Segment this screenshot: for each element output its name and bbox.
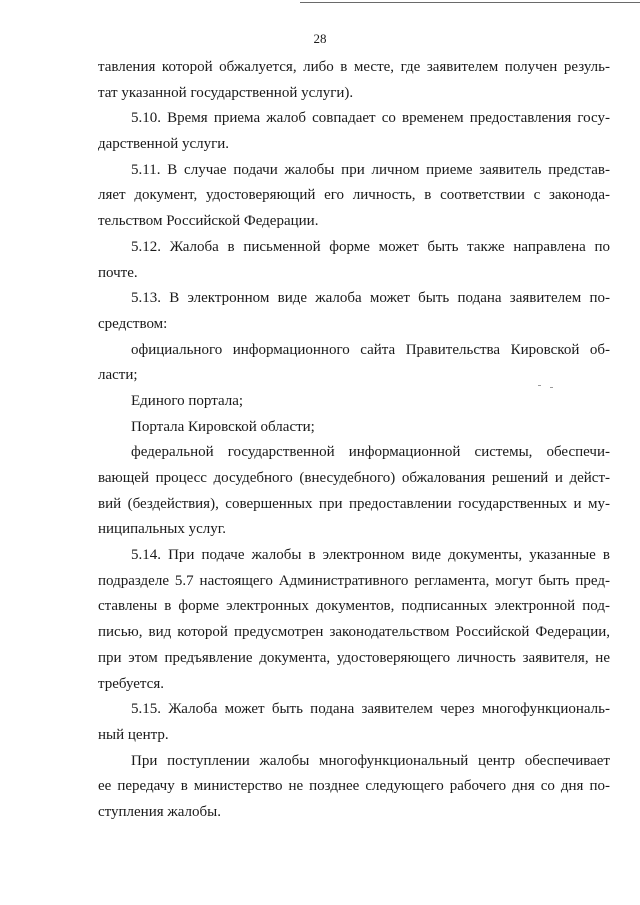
paragraph-continuation: [98, 55, 610, 106]
text-line: требуется.: [98, 675, 164, 692]
list-item-federal-system: [98, 440, 610, 543]
text-line: ее передачу в министерство не позднее следующего рабочего дня со дня по-: [98, 778, 610, 795]
paragraph-5-13: [98, 286, 610, 337]
page-number: 28: [313, 31, 327, 46]
text-line: тат указанной государственной услуги).: [98, 84, 354, 101]
paragraph-5-10: [98, 106, 610, 157]
paragraph-5-11: [98, 158, 610, 235]
text-line: дарственной услуги.: [98, 136, 230, 153]
paragraph-5-15: [98, 697, 610, 748]
text-line: подразделе 5.7 настоящего Административного регламента, могут быть пред-: [98, 572, 610, 589]
paragraph-5-14: [98, 543, 610, 697]
text-line: 5.15. Жалоба может быть подана заявителем через многофункциональ-: [131, 701, 610, 718]
text-line: федеральной государственной информационной системы, обеспечи-: [131, 444, 610, 461]
text-line: 5.12. Жалоба в письменной форме может быть также направлена по: [131, 238, 610, 255]
text-line: 5.11. В случае подачи жалобы при личном приеме заявитель представ-: [131, 161, 610, 178]
list-item-official-site: [98, 338, 610, 389]
text-line: ниципальных услуг.: [98, 521, 226, 538]
paragraph-5-12: [98, 235, 610, 286]
text-line: Портала Кировской области;: [131, 418, 315, 435]
text-line: ставлены в форме электронных документов, подписанных электронной под-: [98, 598, 610, 615]
text-line: При поступлении жалобы многофункциональный центр обеспечивает: [131, 752, 610, 769]
text-line: почте.: [98, 264, 138, 281]
text-line: средством:: [98, 315, 168, 332]
text-line: 5.14. При подаче жалобы в электронном виде документы, указанные в: [131, 547, 610, 564]
scan-edge-line: [300, 2, 640, 3]
text-line: ный центр.: [98, 726, 169, 743]
text-line: Единого портала;: [131, 392, 244, 409]
text-line: писью, вид которой предусмотрен законодательством Российской Федерации,: [98, 624, 610, 641]
list-item-kirov-portal: [98, 415, 610, 441]
text-line: при этом предъявление документа, удостоверяющего личность заявителя, не: [98, 649, 610, 666]
text-line: вающей процесс досудебного (внесудебного) обжалования решений и дейст-: [98, 470, 610, 486]
text-line: ляет документ, удостоверяющий его личность, в соответствии с законода-: [98, 187, 610, 204]
text-line: 5.13. В электронном виде жалоба может быть подана заявителем по-: [131, 290, 610, 307]
text-line: ступления жалобы.: [98, 803, 221, 820]
list-item-unified-portal: [98, 389, 610, 415]
text-line: официального информационного сайта Правительства Кировской об-: [131, 341, 610, 358]
text-line: вий (бездействия), совершенных при предоставлении государственных и му-: [98, 495, 610, 512]
document-body: [98, 55, 610, 826]
text-line: ласти;: [98, 367, 138, 384]
text-line: 5.10. Время приема жалоб совпадает со временем предоставления госу-: [131, 110, 610, 127]
text-line: тавления которой обжалуется, либо в месте, где заявителем получен резуль-: [98, 59, 610, 75]
text-line: тельством Российской Федерации.: [98, 213, 319, 230]
paragraph-mfc-receipt: [98, 749, 610, 826]
